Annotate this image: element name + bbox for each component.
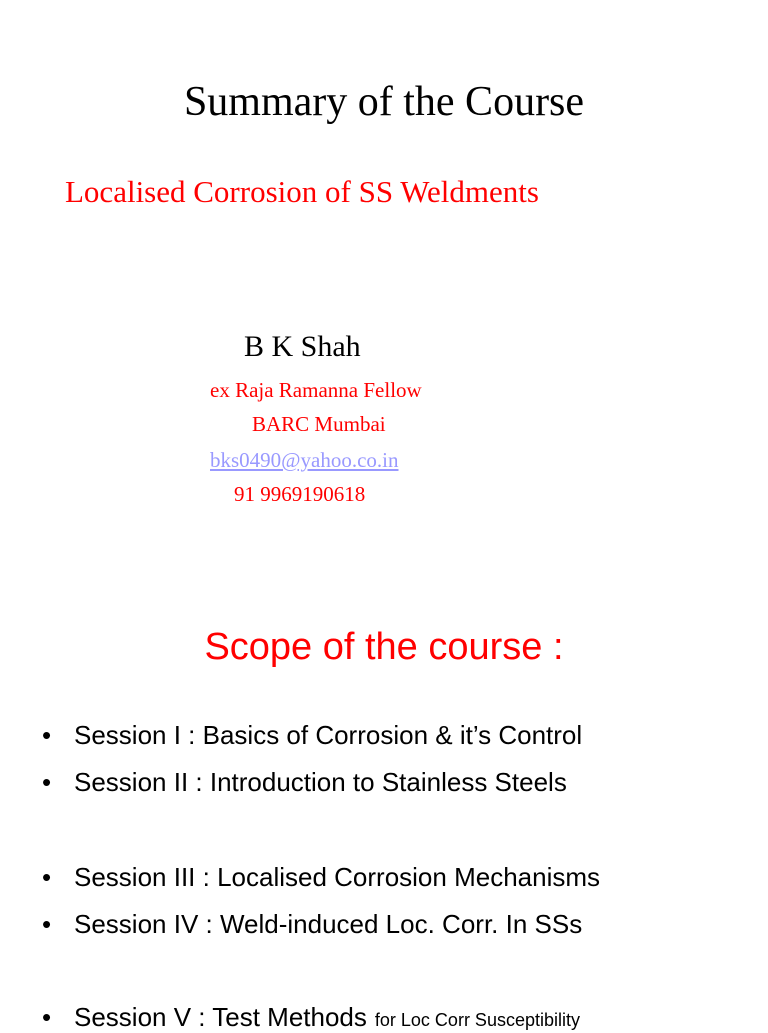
bullet-icon: • bbox=[42, 720, 52, 750]
session-label: Session V : Test Methods bbox=[74, 1002, 367, 1032]
session-item bbox=[42, 720, 582, 751]
session-label: Session IV : Weld-induced Loc. Corr. In SSs bbox=[74, 909, 583, 939]
author-phone: 91 9969190618 bbox=[234, 482, 366, 506]
session-label: Session I : Basics of Corrosion & it’s Control bbox=[74, 720, 583, 750]
author-email-link[interactable]: bks0490@yahoo.co.in bbox=[210, 448, 399, 472]
session-item bbox=[42, 909, 582, 940]
session-suffix: for Loc Corr Susceptibility bbox=[374, 1010, 580, 1030]
author-organization: BARC Mumbai bbox=[252, 412, 386, 436]
session-item bbox=[42, 1002, 580, 1033]
page-title: Summary of the Course bbox=[183, 79, 585, 125]
bullet-icon: • bbox=[42, 767, 52, 797]
session-label: Session II : Introduction to Stainless Steels bbox=[74, 767, 567, 797]
bullet-icon: • bbox=[42, 909, 52, 939]
bullet-icon: • bbox=[42, 1002, 52, 1032]
session-label: Session III : Localised Corrosion Mechanisms bbox=[74, 862, 601, 892]
author-name: B K Shah bbox=[244, 330, 361, 363]
bullet-icon: • bbox=[42, 862, 52, 892]
session-item bbox=[42, 862, 600, 893]
scope-heading: Scope of the course : bbox=[204, 626, 564, 668]
course-subtitle: Localised Corrosion of SS Weldments bbox=[65, 174, 539, 209]
session-item bbox=[42, 767, 567, 798]
author-position: ex Raja Ramanna Fellow bbox=[210, 378, 422, 402]
